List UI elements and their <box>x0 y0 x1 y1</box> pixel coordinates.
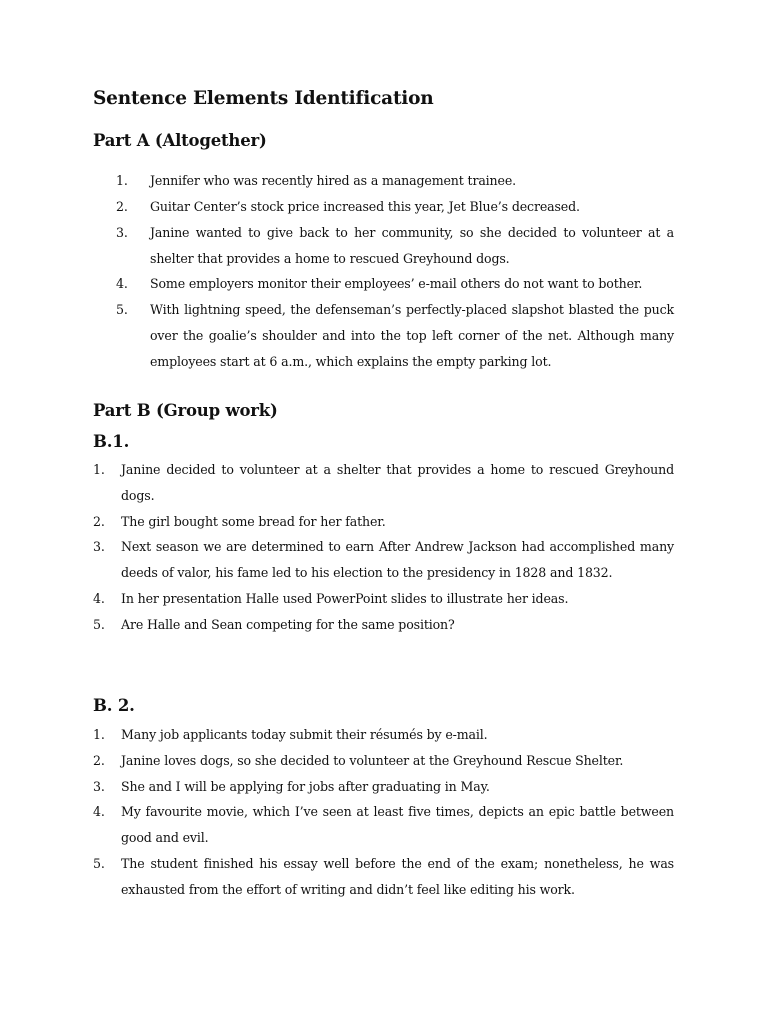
list-item-text: Janine loves dogs, so she decided to volunteer at the Greyhound Rescue Shelter. <box>121 752 624 768</box>
list-item <box>93 534 674 586</box>
list-item-text: Next season we are determined to earn After Andrew Jackson had accomplished many deeds of valor, his fame led to his election to the presidency in 1828 and 1832. <box>121 539 674 581</box>
list-item-number: 2. <box>116 198 128 214</box>
list-item-number: 2. <box>93 752 105 768</box>
list-item-number: 1. <box>93 462 105 477</box>
part-a-list <box>116 168 674 375</box>
list-item-number: 4. <box>93 590 105 606</box>
list-item <box>93 586 674 612</box>
list-item-text: Janine decided to volunteer at a shelter that provides a home to rescued Greyhound dogs. <box>121 462 674 503</box>
list-item-text: She and I will be applying for jobs after graduating in May. <box>121 778 490 794</box>
list-item-number: 5. <box>116 302 128 318</box>
list-item-text: Janine wanted to give back to her community, so she decided to volunteer at a shelter that provides a home to rescued Greyhound dogs. <box>150 224 674 266</box>
part-a-heading: Part A (Altogether) <box>93 131 267 150</box>
list-item-text: My favourite movie, which I’ve seen at least five times, depicts an epic battle between good and evil. <box>121 804 674 846</box>
b2-heading: B. 2. <box>93 696 135 715</box>
list-item-number: 5. <box>93 855 105 871</box>
list-item-number: 3. <box>93 778 105 794</box>
list-item-text: Jennifer who was recently hired as a management trainee. <box>150 173 516 188</box>
list-item-text: The student finished his essay well before the end of the exam; nonetheless, he was exhausted from the effort of writing and didn’t feel like editing his work. <box>121 855 674 897</box>
list-item-number: 4. <box>93 804 105 820</box>
list-item <box>93 748 674 774</box>
list-item <box>116 297 674 374</box>
list-item-number: 1. <box>93 727 105 742</box>
list-item-number: 2. <box>93 513 105 529</box>
list-item-text: With lightning speed, the defenseman’s perfectly-placed slapshot blasted the puck over the goalie’s shoulder and into the top left corner of the net. Although many employees start at 6 a.m., which explains the empty parking lot. <box>150 302 674 369</box>
list-item <box>116 194 674 220</box>
list-item <box>93 722 674 748</box>
list-item <box>116 168 674 194</box>
list-item <box>93 799 674 851</box>
list-item-number: 4. <box>116 276 128 292</box>
b1-heading: B.1. <box>93 432 130 451</box>
list-item-text: Guitar Center’s stock price increased this year, Jet Blue’s decreased. <box>150 198 580 214</box>
b2-list <box>93 722 674 903</box>
list-item-text: Some employers monitor their employees’ e-mail others do not want to bother. <box>150 276 643 292</box>
list-item <box>93 774 674 800</box>
list-item <box>93 612 674 638</box>
list-item <box>116 271 674 297</box>
list-item-text: In her presentation Halle used PowerPoint slides to illustrate her ideas. <box>121 590 569 606</box>
list-item <box>116 220 674 272</box>
part-b-heading: Part B (Group work) <box>93 401 278 420</box>
list-item-number: 3. <box>93 539 105 555</box>
list-item-number: 3. <box>116 224 128 240</box>
list-item-number: 5. <box>93 616 105 632</box>
document-title: Sentence Elements Identification <box>93 88 434 109</box>
list-item <box>93 509 674 535</box>
list-item-text: Many job applicants today submit their résumés by e-mail. <box>121 727 488 742</box>
list-item-text: The girl bought some bread for her father. <box>121 513 386 529</box>
list-item-number: 1. <box>116 173 128 188</box>
list-item-text: Are Halle and Sean competing for the same position? <box>121 616 455 632</box>
list-item <box>93 457 674 509</box>
list-item <box>93 851 674 903</box>
b1-list <box>93 457 674 638</box>
